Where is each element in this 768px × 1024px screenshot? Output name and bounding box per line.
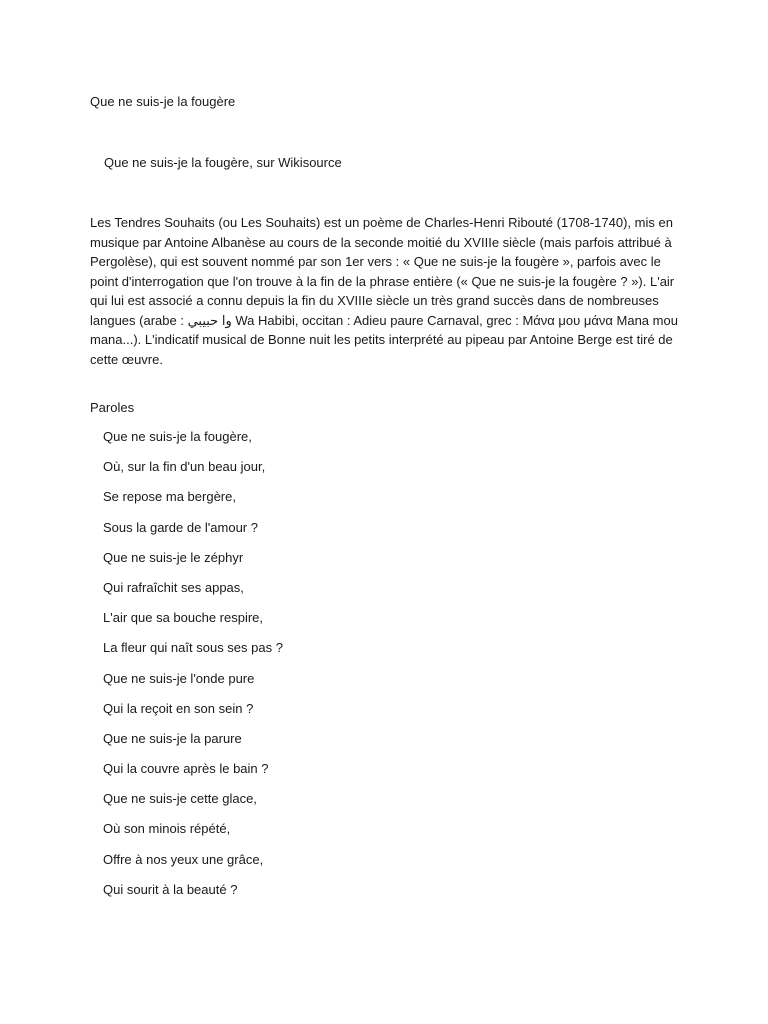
intro-paragraph: Les Tendres Souhaits (ou Les Souhaits) est un poème de Charles-Henri Ribouté (1708-1740), mis en musique par Antoine Albanèse au cours de la seconde moitié du XVIIIe siècle (mais parfois attribué à Pergolèse), qui est souvent nommé par son 1er vers : « Que ne suis-je la fougère », parfois avec le point d'interrogation que l'on trouve à la fin de la phrase entière (« Que ne suis-je la fougère ? »). L'air qui lui est associé a connu depuis la fin du XVIIIe siècle un très grand succès dans de nombreuses langues (arabe : وا حبيبي Wa Habibi, occitan : Adieu paure Carnaval, grec : Μάνα μου μάνα Mana mou mana...). L'indicatif musical de Bonne nuit les petits interprété au pipeau par Antoine Berge est tiré de cette œuvre. [90,215,678,367]
lyric-line: Où son minois répété, [103,821,231,837]
lyric-line: Que ne suis-je la fougère, [103,429,252,444]
lyric-line: Qui la reçoit en son sein ? [103,700,254,716]
lyric-line: Offre à nos yeux une grâce, [103,851,264,867]
lyric-line: Qui la couvre après le bain ? [103,761,269,777]
lyric-line: Que ne suis-je le zéphyr [103,549,244,565]
lyric-line: Que ne suis-je cette glace, [103,791,257,807]
lyric-line: Que ne suis-je l'onde pure [103,670,255,686]
wikisource-link[interactable]: Que ne suis-je la fougère, sur Wikisource [104,155,342,170]
lyric-line: Que ne suis-je la parure [103,730,242,746]
lyric-line: Qui sourit à la beauté ? [103,881,238,897]
lyric-line: Sous la garde de l'amour ? [103,519,258,535]
lyric-line: L'air que sa bouche respire, [103,610,264,626]
lyrics-list [103,428,283,911]
lyric-line: Qui rafraîchit ses appas, [103,579,244,595]
lyric-line: La fleur qui naît sous ses pas ? [103,640,283,656]
page-title: Que ne suis-je la fougère [90,94,236,109]
lyrics-heading: Paroles [90,400,135,415]
lyric-line: Se repose ma bergère, [103,489,236,505]
lyric-line: Où, sur la fin d'un beau jour, [103,459,266,475]
